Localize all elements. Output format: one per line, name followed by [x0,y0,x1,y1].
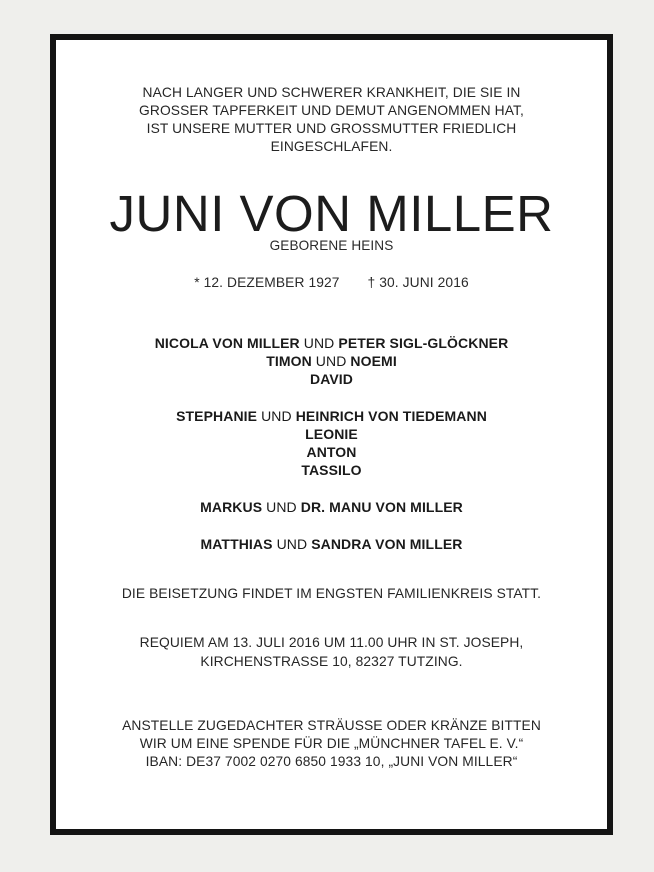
birth-name: GEBORENE HEINS [269,238,394,253]
mourner-line: TASSILO [301,462,362,478]
mourner-line: NICOLA VON MILLER UND PETER SIGL-GLÖCKNER [154,335,509,351]
donation-line: IBAN: DE37 7002 0270 6850 1933 10, „JUNI VON MILLER“ [145,754,518,769]
mourner-line: STEPHANIE UND HEINRICH VON TIEDEMANN [176,408,487,424]
life-dates [56,274,607,292]
mourner-line: LEONIE [305,426,358,442]
birth-date: * 12. DEZEMBER 1927 [194,275,340,290]
requiem-line: KIRCHENSTRASSE 10, 82327 TUTZING. [200,654,463,669]
intro-text-line: NACH LANGER UND SCHWERER KRANKHEIT, DIE SIE IN [142,85,521,100]
mourner-line: MARKUS UND DR. MANU VON MILLER [200,499,463,515]
mourner-line: ANTON [306,444,357,460]
donation-line: WIR UM EINE SPENDE FÜR DIE „MÜNCHNER TAFEL E. V.“ [139,736,524,751]
obituary-notice [50,34,613,835]
requiem-line: REQUIEM AM 13. JULI 2016 UM 11.00 UHR IN ST. JOSEPH, [139,635,524,650]
intro-text-line: IST UNSERE MUTTER UND GROSSMUTTER FRIEDLICH [146,121,517,136]
deceased-name: JUNI VON MILLER [109,185,554,242]
mourner-line: DAVID [309,371,354,387]
intro-text-line: GROSSER TAPFERKEIT UND DEMUT ANGENOMMEN HAT, [139,103,524,118]
intro-text-line: EINGESCHLAFEN. [270,139,393,154]
mourner-line: MATTHIAS UND SANDRA VON MILLER [200,536,463,552]
funeral-info: DIE BEISETZUNG FINDET IM ENGSTEN FAMILIENKREIS STATT. [121,586,542,601]
mourner-line: TIMON UND NOEMI [266,353,397,369]
donation-line: ANSTELLE ZUGEDACHTER STRÄUSSE ODER KRÄNZE BITTEN [122,718,541,733]
death-date: † 30. JUNI 2016 [367,275,469,290]
